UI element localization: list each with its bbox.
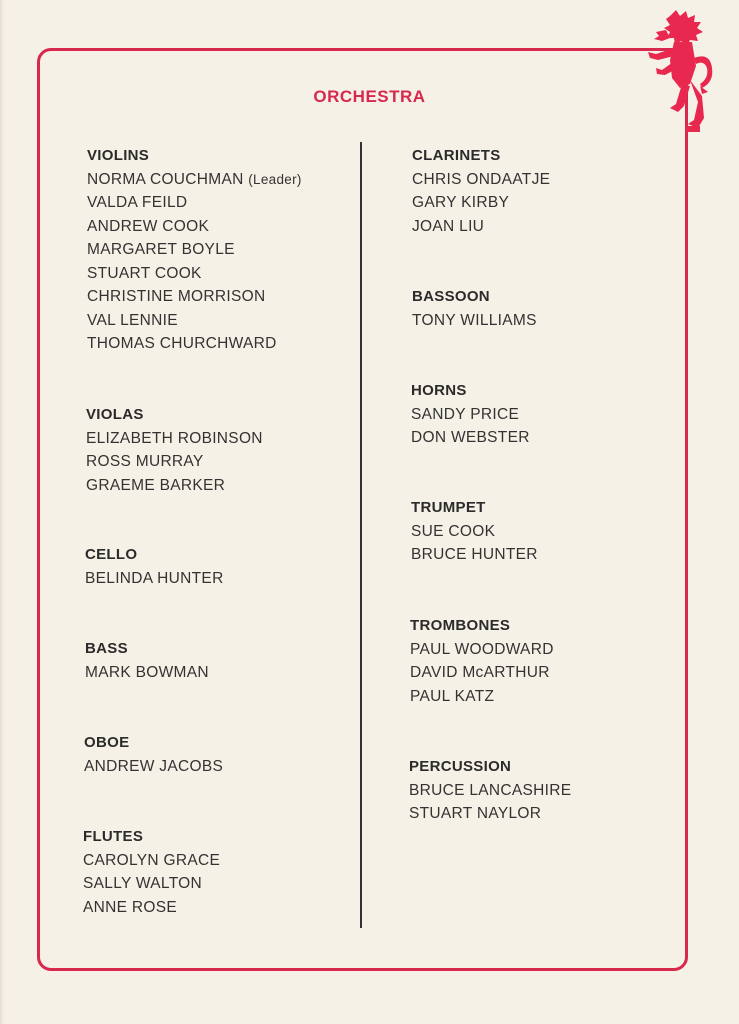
list-item: ANDREW COOK: [87, 217, 210, 235]
list-item: PAUL KATZ: [410, 687, 495, 705]
list-item: CAROLYN GRACE: [83, 851, 221, 869]
section-heading: VIOLINS: [87, 147, 150, 164]
section-percussion: [409, 755, 571, 826]
list-item: SALLY WALTON: [83, 875, 203, 892]
list-item: VAL LENNIE: [87, 311, 178, 329]
section-bassoon: [412, 285, 537, 332]
section-oboe: [84, 731, 223, 778]
list-item: [87, 168, 302, 192]
list-item: BRUCE HUNTER: [411, 546, 538, 563]
section-heading: OBOE: [84, 734, 130, 751]
list-item: BELINDA HUNTER: [85, 569, 224, 587]
list-item: GARY KIRBY: [412, 194, 510, 211]
section-heading: BASSOON: [412, 288, 490, 305]
list-item: SANDY PRICE: [411, 405, 520, 423]
section-clarinets: [412, 144, 550, 238]
leader-note: (Leader): [248, 171, 302, 187]
section-heading: TROMBONES: [410, 617, 511, 634]
list-item: DAVID McARTHUR: [410, 664, 550, 681]
section-heading: CELLO: [85, 546, 138, 563]
section-heading: HORNS: [411, 382, 467, 399]
list-item: ANDREW JACOBS: [84, 757, 224, 775]
section-horns: [411, 379, 530, 450]
section-heading: TRUMPET: [411, 499, 486, 516]
section-trumpet: [411, 496, 538, 567]
list-item: PAUL WOODWARD: [410, 640, 554, 658]
section-violins: [87, 144, 302, 356]
list-item: CHRIS ONDAATJE: [412, 170, 551, 188]
page-title: ORCHESTRA: [313, 87, 426, 106]
section-cello: [85, 543, 224, 590]
list-item: TONY WILLIAMS: [412, 311, 537, 329]
section-heading: BASS: [85, 640, 128, 657]
section-heading: VIOLAS: [86, 406, 144, 423]
list-item: ROSS MURRAY: [86, 453, 204, 470]
list-item: ANNE ROSE: [83, 898, 177, 916]
lion-rampant-icon: [640, 8, 724, 140]
section-violas: [86, 403, 263, 497]
column-divider: [360, 142, 362, 928]
section-heading: PERCUSSION: [409, 758, 512, 775]
list-item: GRAEME BARKER: [86, 476, 226, 494]
list-item: SUE COOK: [411, 522, 496, 540]
list-item: ELIZABETH ROBINSON: [86, 429, 263, 447]
list-item: MARK BOWMAN: [85, 663, 209, 681]
list-item: STUART COOK: [87, 264, 202, 282]
section-heading: FLUTES: [83, 828, 144, 845]
section-heading: CLARINETS: [412, 147, 501, 164]
list-item: VALDA FEILD: [87, 194, 188, 211]
list-item: DON WEBSTER: [411, 429, 530, 446]
list-item: CHRISTINE MORRISON: [87, 288, 266, 305]
list-item: JOAN LIU: [412, 217, 485, 235]
section-bass: [85, 637, 209, 684]
section-trombones: [410, 614, 554, 708]
list-item: STUART NAYLOR: [409, 805, 542, 822]
section-flutes: [83, 825, 220, 919]
list-item: BRUCE LANCASHIRE: [409, 781, 572, 799]
member-name: NORMA COUCHMAN: [87, 170, 244, 188]
page-edge: [0, 0, 4, 1024]
list-item: MARGARET BOYLE: [87, 241, 235, 258]
list-item: THOMAS CHURCHWARD: [87, 335, 277, 352]
